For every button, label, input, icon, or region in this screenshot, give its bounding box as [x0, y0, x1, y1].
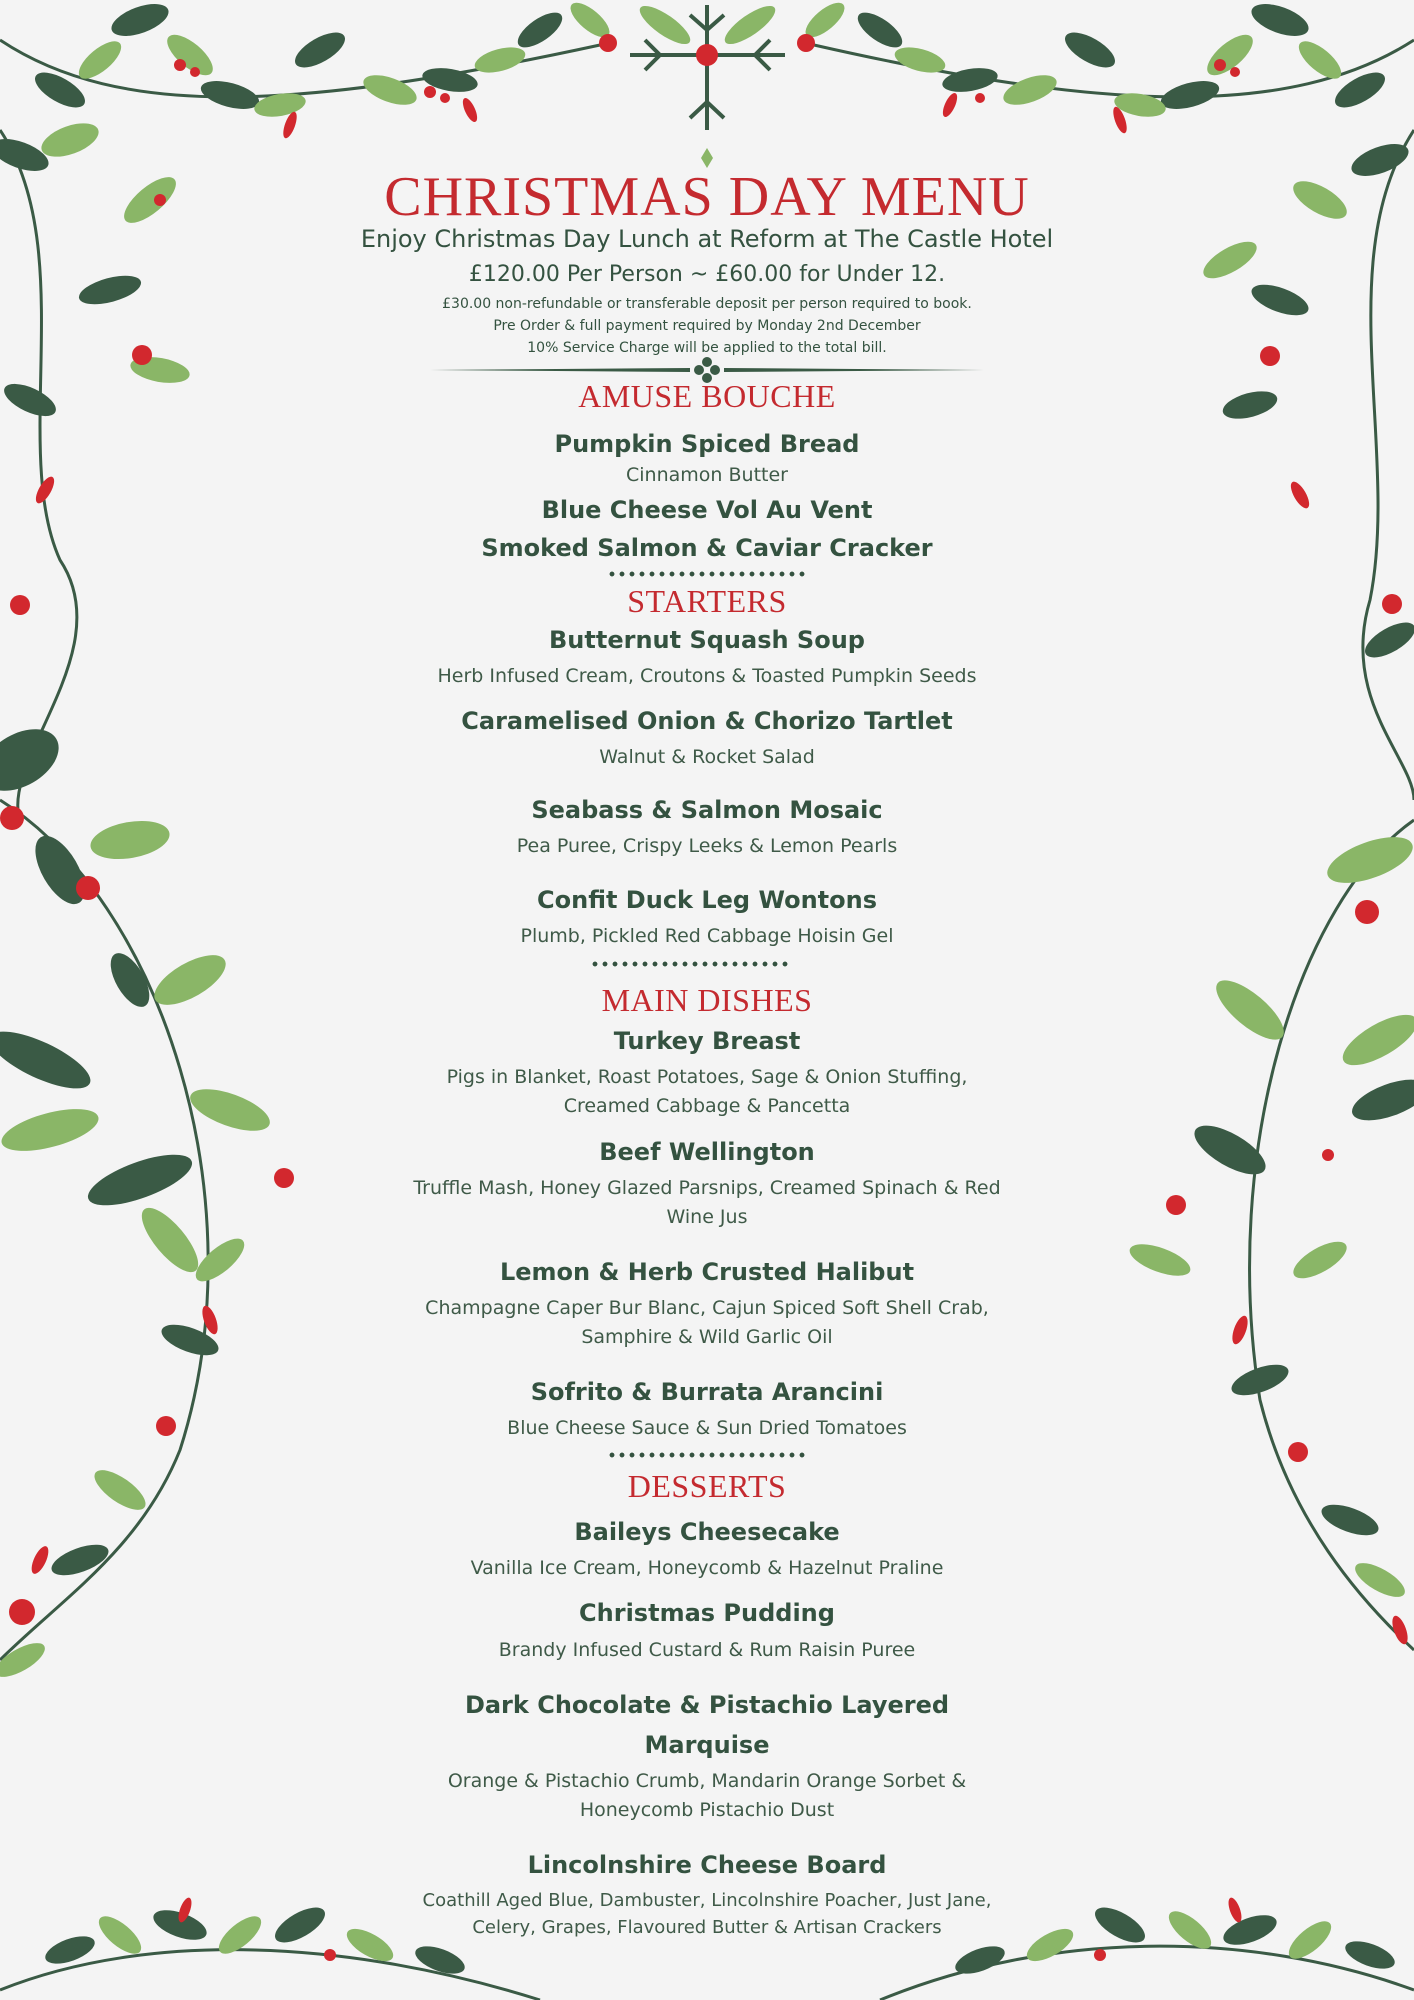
section-title-main-dishes: MAIN DISHES	[601, 982, 813, 1018]
dish-name: Confit Duck Leg Wontons	[537, 886, 877, 914]
dish-name: Marquise	[644, 1731, 770, 1759]
dish-name: Lemon & Herb Crusted Halibut	[499, 1258, 915, 1286]
dish-name: Baileys Cheesecake	[574, 1518, 840, 1546]
dish-name: Christmas Pudding	[579, 1599, 835, 1627]
dish-description: Cinnamon Butter	[626, 464, 788, 486]
dish-description: Blue Cheese Sauce & Sun Dried Tomatoes	[507, 1417, 907, 1439]
dotted-divider	[607, 571, 807, 577]
dish-name: Sofrito & Burrata Arancini	[530, 1378, 884, 1406]
dish-name: Butternut Squash Soup	[549, 626, 865, 654]
dish-description: Pea Puree, Crispy Leeks & Lemon Pearls	[516, 835, 898, 857]
dish-name: Turkey Breast	[613, 1027, 801, 1055]
dish-name: Blue Cheese Vol Au Vent	[541, 496, 873, 524]
dish-description: Creamed Cabbage & Pancetta	[563, 1095, 851, 1117]
section-title-amuse-bouche: AMUSE BOUCHE	[578, 378, 836, 414]
dish-name: Beef Wellington	[599, 1138, 815, 1166]
service-charge-note: 10% Service Charge will be applied to the total bill.	[527, 340, 887, 356]
dish-name: Caramelised Onion & Chorizo Tartlet	[461, 707, 953, 735]
section-title-desserts: DESSERTS	[627, 1468, 787, 1504]
dish-description: Herb Infused Cream, Croutons & Toasted Pumpkin Seeds	[437, 665, 977, 687]
dish-name: Pumpkin Spiced Bread	[554, 430, 860, 458]
section-title-starters: STARTERS	[627, 583, 787, 619]
dish-description: Wine Jus	[666, 1206, 748, 1228]
dish-name: Lincolnshire Cheese Board	[527, 1851, 887, 1879]
dish-name: Smoked Salmon & Caviar Cracker	[481, 534, 933, 562]
dish-description: Coathill Aged Blue, Dambuster, Lincolnshire Poacher, Just Jane,	[422, 1890, 992, 1911]
dish-description: Orange & Pistachio Crumb, Mandarin Orange Sorbet &	[447, 1770, 967, 1792]
dish-description: Plumb, Pickled Red Cabbage Hoisin Gel	[520, 925, 894, 947]
dish-description: Honeycomb Pistachio Dust	[579, 1799, 835, 1821]
dish-name: Seabass & Salmon Mosaic	[531, 796, 883, 824]
dish-name: Dark Chocolate & Pistachio Layered	[464, 1691, 950, 1719]
payment-note: Pre Order & full payment required by Monday 2nd December	[493, 318, 921, 334]
dish-description: Champagne Caper Bur Blanc, Cajun Spiced Soft Shell Crab,	[425, 1297, 989, 1319]
dish-description: Brandy Infused Custard & Rum Raisin Puree	[498, 1639, 916, 1661]
menu-title: CHRISTMAS DAY MENU	[384, 166, 1030, 228]
dotted-divider	[590, 961, 790, 967]
dish-description: Pigs in Blanket, Roast Potatoes, Sage & Onion Stuffing,	[446, 1066, 968, 1088]
menu-tagline: Enjoy Christmas Day Lunch at Reform at The Castle Hotel	[360, 225, 1054, 253]
dish-description: Walnut & Rocket Salad	[599, 746, 815, 768]
deposit-note: £30.00 non-refundable or transferable deposit per person required to book.	[442, 296, 972, 312]
price-info: £120.00 Per Person ~ £60.00 for Under 12.	[468, 262, 946, 287]
dotted-divider	[607, 1452, 807, 1458]
dish-description: Vanilla Ice Cream, Honeycomb & Hazelnut Praline	[470, 1557, 944, 1579]
dish-description: Truffle Mash, Honey Glazed Parsnips, Creamed Spinach & Red	[413, 1177, 1001, 1199]
dish-description: Samphire & Wild Garlic Oil	[581, 1326, 833, 1348]
dish-description: Celery, Grapes, Flavoured Butter & Artisan Crackers	[472, 1917, 942, 1938]
